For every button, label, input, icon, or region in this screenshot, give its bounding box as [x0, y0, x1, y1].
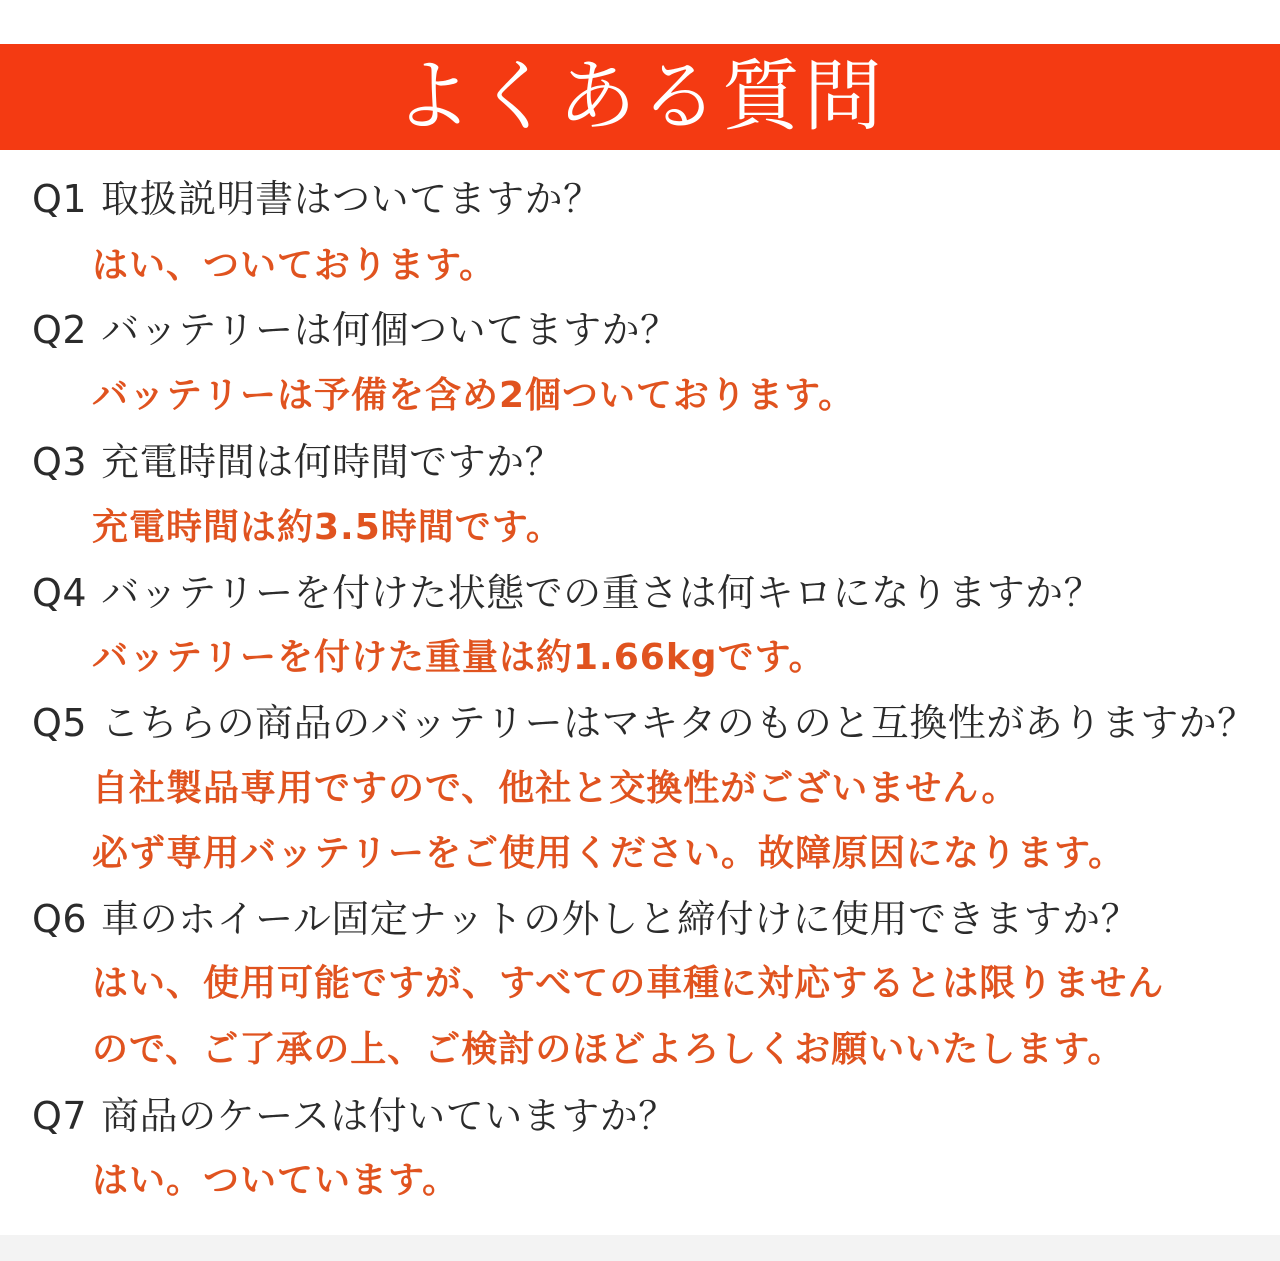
faq-question-7 [32, 1094, 677, 1138]
question-text: 商品のケースは付いていますか？ [101, 1094, 677, 1138]
faq-question-3 [32, 440, 564, 484]
question-text: 車のホイール固定ナットの外しと締付けに使用できますか？ [101, 897, 1140, 941]
question-text: こちらの商品のバッテリーはマキタのものと互換性がありますか？ [101, 701, 1256, 745]
question-number: Q5 [32, 701, 88, 745]
question-number: Q3 [32, 440, 88, 484]
faq-answer-2: バッテリーは予備を含め2個ついております。 [92, 375, 856, 416]
faq-answer-1: はい、ついております。 [92, 245, 497, 286]
question-text: 取扱説明書はついてますか？ [101, 177, 602, 221]
faq-answer-3: 充電時間は約3.5時間です。 [92, 507, 563, 548]
faq-answer-6-line-1: はい、使用可能ですが、すべての車種に対応するとは限りません [92, 963, 1165, 1004]
question-text: 充電時間は何時間ですか？ [101, 440, 564, 484]
faq-question-6 [32, 897, 1140, 941]
footer-band [0, 1235, 1280, 1261]
page-title: よくある質問 [393, 52, 886, 142]
question-number: Q7 [32, 1094, 88, 1138]
faq-question-2 [32, 308, 679, 352]
question-number: Q4 [32, 571, 88, 615]
question-number: Q6 [32, 897, 88, 941]
question-number: Q1 [32, 177, 88, 221]
faq-answer-5-line-2: 必ず専用バッテリーをご使用ください。故障原因になります。 [92, 833, 1126, 874]
question-text: バッテリーを付けた状態での重さは何キロになりますか？ [101, 571, 1103, 615]
faq-answer-7: はい。ついています。 [92, 1160, 460, 1201]
faq-question-1 [32, 177, 602, 221]
question-text: バッテリーは何個ついてますか？ [101, 308, 679, 352]
faq-answer-4: バッテリーを付けた重量は約1.66kgです。 [92, 637, 826, 678]
question-number: Q2 [32, 308, 88, 352]
faq-question-4 [32, 571, 1103, 615]
faq-answer-5-line-1: 自社製品専用ですので、他社と交換性がございません。 [92, 768, 1019, 809]
faq-answer-6-line-2: ので、ご了承の上、ご検討のほどよろしくお願いいたします。 [92, 1029, 1125, 1070]
faq-question-5 [32, 701, 1256, 745]
